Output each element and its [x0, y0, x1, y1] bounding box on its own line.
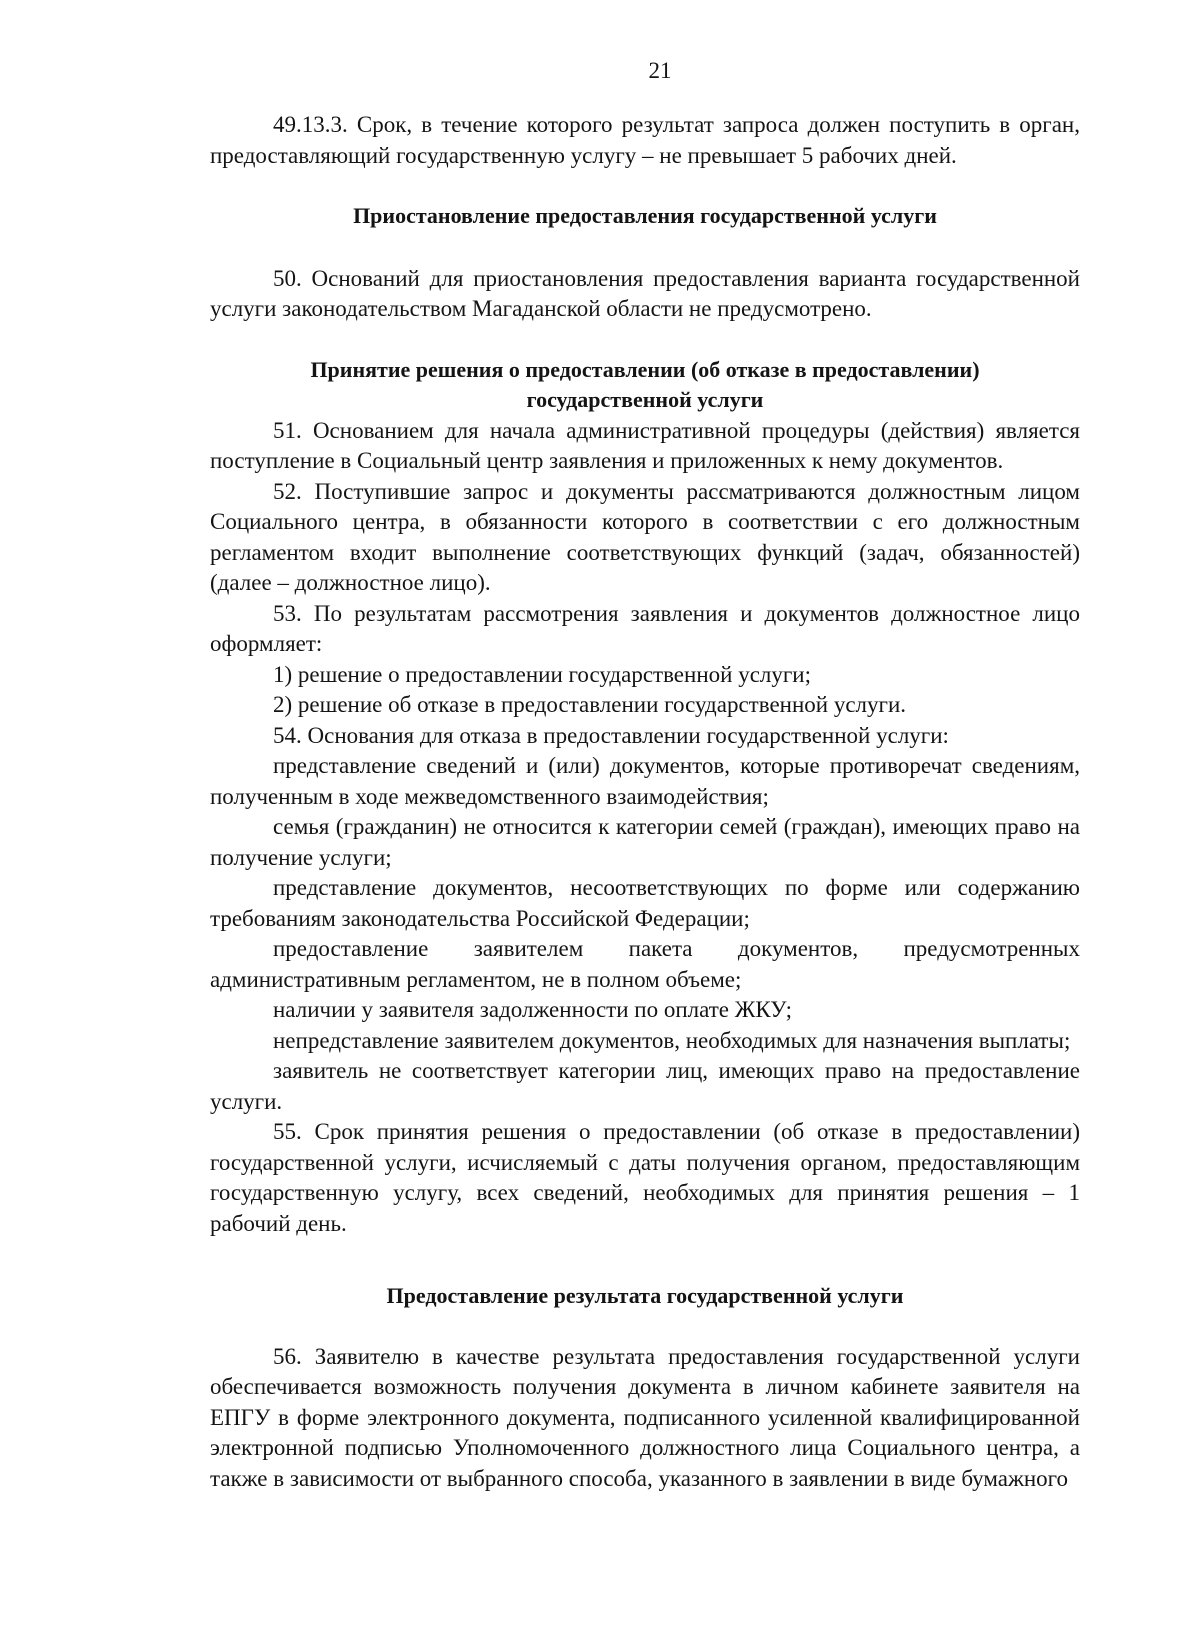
- refusal-ground-5: наличии у заявителя задолженности по оплате ЖКУ;: [273, 997, 793, 1022]
- paragraph-50: 50. Оснований для приостановления предоставления варианта государственной услуги законодательством Магаданской области не предусмотрено.: [210, 265, 1080, 321]
- refusal-ground-4: предоставление заявителем пакета документов, предусмотренных административным регламентом, не в полном объеме;: [210, 936, 1080, 992]
- list-item-2: 2) решение об отказе в предоставлении государственной услуги.: [273, 692, 907, 717]
- paragraph-52: 52. Поступившие запрос и документы рассматриваются должностным лицом Социального центра, в обязанности которого в соответствии с его должностным регламентом входит выполнение соответствующих функций (задач, обязанностей) (далее – должностное лицо).: [210, 478, 1080, 595]
- section-heading-decision-line1: Принятие решения о предоставлении (об отказе в предоставлении): [310, 356, 980, 382]
- paragraph-56: 56. Заявителю в качестве результата предоставления государственной услуги обеспечивается возможность получения документа в личном кабинете заявителя на ЕПГУ в форме электронного документа, подписанного усиленной квалифицированной электронной подписью Уполномоченного должностного лица Социального центра, а также в зависимости от выбранного способа, указанного в заявлении в виде бумажного: [210, 1343, 1080, 1491]
- list-item-1: 1) решение о предоставлении государственной услуги;: [273, 661, 812, 687]
- page-number: 21: [648, 58, 672, 83]
- section-heading-result: Предоставление результата государственной услуги: [386, 1283, 904, 1308]
- refusal-ground-3: представление документов, несоответствующих по форме или содержанию требованиям законодательства Российской Федерации;: [210, 875, 1080, 931]
- paragraph-54: 54. Основания для отказа в предоставлении государственной услуги:: [273, 722, 949, 748]
- document-body: [210, 110, 1080, 1494]
- paragraph-55: 55. Срок принятия решения о предоставлении (об отказе в предоставлении) государственной услуги, исчисляемый с даты получения органом, предоставляющим государственную услугу, всех сведений, необходимых для принятия решения – 1 рабочий день.: [210, 1119, 1080, 1236]
- refusal-ground-2: семья (гражданин) не относится к категории семей (граждан), имеющих право на получение услуги;: [210, 814, 1080, 870]
- section-heading-decision-line2: государственной услуги: [526, 387, 764, 412]
- refusal-ground-1: представление сведений и (или) документов, которые противоречат сведениям, полученным в ходе межведомственного взаимодействия;: [210, 753, 1080, 809]
- refusal-ground-7: заявитель не соответствует категории лиц, имеющих право на предоставление услуги.: [210, 1058, 1080, 1114]
- paragraph-53: 53. По результатам рассмотрения заявления и документов должностное лицо оформляет:: [210, 600, 1080, 656]
- paragraph-51: 51. Основанием для начала административной процедуры (действия) является поступление в Социальный центр заявления и приложенных к нему документов.: [210, 417, 1080, 473]
- section-heading-suspension: Приостановление предоставления государственной услуги: [353, 203, 937, 228]
- refusal-ground-6: непредставление заявителем документов, необходимых для назначения выплаты;: [273, 1027, 1071, 1053]
- paragraph-49-13-3: 49.13.3. Срок, в течение которого результат запроса должен поступить в орган, предоставляющий государственную услугу – не превышает 5 рабочих дней.: [210, 112, 1080, 168]
